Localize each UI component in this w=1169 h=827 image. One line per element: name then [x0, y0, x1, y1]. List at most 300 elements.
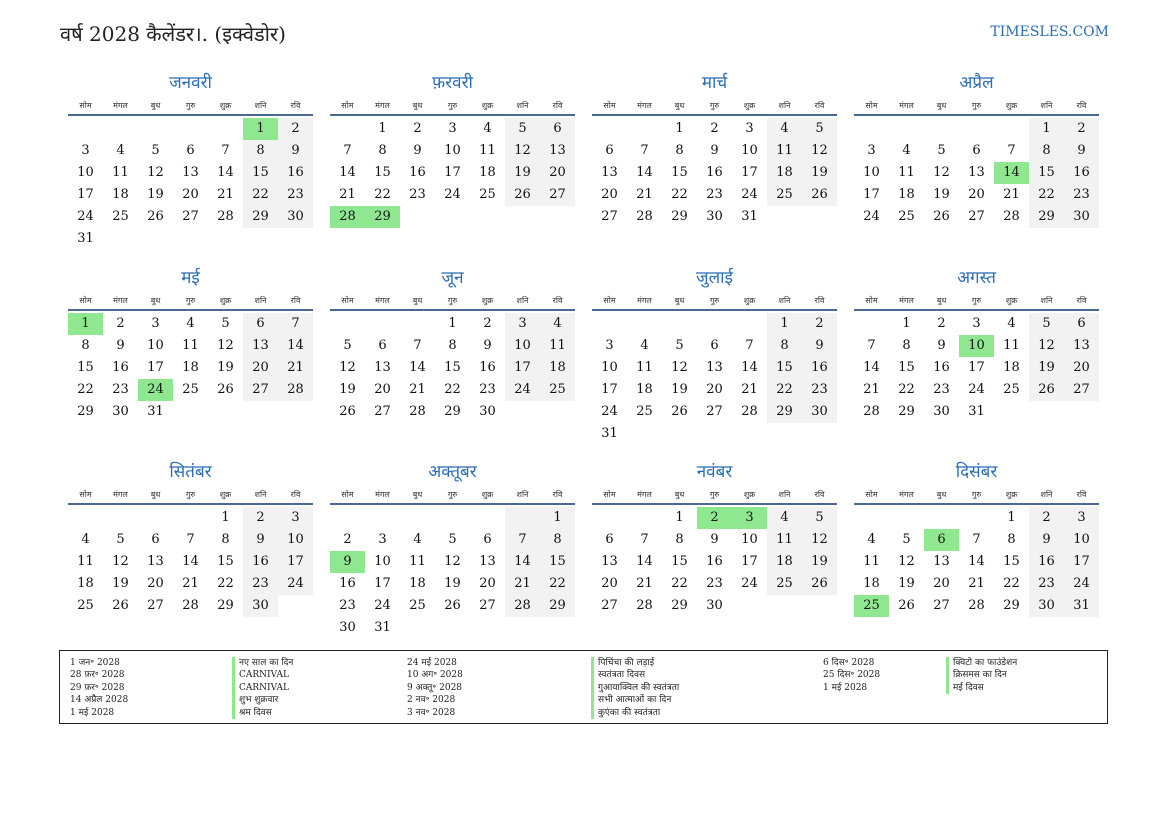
day-cell[interactable]: 2 — [278, 118, 313, 140]
day-cell[interactable]: 7 — [221, 143, 230, 158]
day-cell[interactable]: 25 — [409, 598, 426, 613]
day-cell[interactable]: 14 — [505, 551, 540, 573]
day-cell[interactable]: 17 — [863, 187, 880, 202]
day-cell[interactable]: 29 — [540, 595, 575, 617]
day-cell[interactable]: 20 — [601, 576, 618, 591]
day-cell[interactable]: 13 — [601, 165, 618, 180]
day-cell[interactable]: 6 — [1064, 313, 1099, 335]
day-cell[interactable]: 23 — [278, 184, 313, 206]
day-cell[interactable]: 18 — [767, 551, 802, 573]
day-cell[interactable]: 9 — [413, 143, 422, 158]
day-cell[interactable]: 9 — [802, 335, 837, 357]
day-cell[interactable]: 26 — [339, 404, 356, 419]
day-cell[interactable]: 23 — [409, 187, 426, 202]
day-cell[interactable]: 24 — [741, 576, 758, 591]
day-cell[interactable]: 17 — [741, 554, 758, 569]
day-cell[interactable]: 7 — [505, 529, 540, 551]
day-cell[interactable]: 13 — [1064, 335, 1099, 357]
day-cell[interactable]: 11 — [767, 140, 802, 162]
day-cell[interactable]: 24 — [601, 404, 618, 419]
day-cell[interactable]: 15 — [767, 357, 802, 379]
day-cell[interactable]: 31 — [968, 404, 985, 419]
holiday-day-cell[interactable]: 29 — [365, 206, 400, 228]
day-cell[interactable]: 11 — [112, 165, 129, 180]
day-cell[interactable]: 11 — [636, 360, 653, 375]
day-cell[interactable]: 28 — [863, 404, 880, 419]
day-cell[interactable]: 15 — [898, 360, 915, 375]
day-cell[interactable]: 14 — [278, 335, 313, 357]
day-cell[interactable]: 17 — [374, 576, 391, 591]
day-cell[interactable]: 26 — [933, 209, 950, 224]
day-cell[interactable]: 4 — [413, 532, 422, 547]
day-cell[interactable]: 8 — [1029, 140, 1064, 162]
day-cell[interactable]: 18 — [540, 357, 575, 379]
day-cell[interactable]: 21 — [741, 382, 758, 397]
day-cell[interactable]: 2 — [243, 507, 278, 529]
day-cell[interactable]: 24 — [77, 209, 94, 224]
day-cell[interactable]: 3 — [448, 121, 457, 136]
day-cell[interactable]: 21 — [636, 576, 653, 591]
day-cell[interactable]: 1 — [540, 507, 575, 529]
day-cell[interactable]: 25 — [77, 598, 94, 613]
day-cell[interactable]: 19 — [671, 382, 688, 397]
day-cell[interactable]: 5 — [151, 143, 160, 158]
day-cell[interactable]: 6 — [151, 532, 160, 547]
day-cell[interactable]: 5 — [1029, 313, 1064, 335]
day-cell[interactable]: 28 — [741, 404, 758, 419]
day-cell[interactable]: 19 — [147, 187, 164, 202]
day-cell[interactable]: 21 — [278, 357, 313, 379]
day-cell[interactable]: 7 — [972, 532, 981, 547]
day-cell[interactable]: 25 — [767, 573, 802, 595]
day-cell[interactable]: 24 — [444, 187, 461, 202]
day-cell[interactable]: 25 — [112, 209, 129, 224]
day-cell[interactable]: 1 — [675, 510, 684, 525]
day-cell[interactable]: 13 — [933, 554, 950, 569]
day-cell[interactable]: 21 — [182, 576, 199, 591]
day-cell[interactable]: 6 — [710, 338, 719, 353]
day-cell[interactable]: 9 — [1029, 529, 1064, 551]
day-cell[interactable]: 17 — [741, 165, 758, 180]
holiday-day-cell[interactable]: 3 — [732, 507, 767, 529]
day-cell[interactable]: 29 — [767, 401, 802, 423]
day-cell[interactable]: 12 — [1029, 335, 1064, 357]
day-cell[interactable]: 16 — [706, 165, 723, 180]
day-cell[interactable]: 22 — [77, 382, 94, 397]
day-cell[interactable]: 16 — [706, 554, 723, 569]
day-cell[interactable]: 22 — [243, 184, 278, 206]
day-cell[interactable]: 12 — [933, 165, 950, 180]
day-cell[interactable]: 22 — [540, 573, 575, 595]
day-cell[interactable]: 30 — [479, 404, 496, 419]
day-cell[interactable]: 27 — [968, 209, 985, 224]
day-cell[interactable]: 5 — [221, 316, 230, 331]
day-cell[interactable]: 13 — [147, 554, 164, 569]
day-cell[interactable]: 1 — [1007, 510, 1016, 525]
holiday-day-cell[interactable]: 9 — [330, 551, 365, 573]
day-cell[interactable]: 28 — [636, 598, 653, 613]
day-cell[interactable]: 16 — [479, 360, 496, 375]
day-cell[interactable]: 10 — [601, 360, 618, 375]
day-cell[interactable]: 17 — [505, 357, 540, 379]
day-cell[interactable]: 19 — [112, 576, 129, 591]
holiday-day-cell[interactable]: 14 — [994, 162, 1029, 184]
day-cell[interactable]: 30 — [278, 206, 313, 228]
day-cell[interactable]: 20 — [601, 187, 618, 202]
day-cell[interactable]: 28 — [278, 379, 313, 401]
day-cell[interactable]: 15 — [243, 162, 278, 184]
day-cell[interactable]: 24 — [1064, 573, 1099, 595]
day-cell[interactable]: 11 — [479, 143, 496, 158]
day-cell[interactable]: 31 — [147, 404, 164, 419]
day-cell[interactable]: 12 — [112, 554, 129, 569]
holiday-day-cell[interactable]: 1 — [68, 313, 103, 335]
day-cell[interactable]: 11 — [767, 529, 802, 551]
holiday-day-cell[interactable]: 24 — [138, 379, 173, 401]
day-cell[interactable]: 6 — [378, 338, 387, 353]
day-cell[interactable]: 22 — [671, 187, 688, 202]
day-cell[interactable]: 22 — [1029, 184, 1064, 206]
day-cell[interactable]: 5 — [448, 532, 457, 547]
site-link[interactable]: TIMESLES.COM — [990, 24, 1109, 40]
day-cell[interactable]: 14 — [217, 165, 234, 180]
day-cell[interactable]: 9 — [483, 338, 492, 353]
day-cell[interactable]: 5 — [802, 118, 837, 140]
day-cell[interactable]: 27 — [933, 598, 950, 613]
day-cell[interactable]: 30 — [802, 401, 837, 423]
day-cell[interactable]: 30 — [1029, 595, 1064, 617]
day-cell[interactable]: 7 — [413, 338, 422, 353]
day-cell[interactable]: 23 — [243, 573, 278, 595]
day-cell[interactable]: 17 — [444, 165, 461, 180]
day-cell[interactable]: 13 — [243, 335, 278, 357]
day-cell[interactable]: 3 — [81, 143, 90, 158]
holiday-day-cell[interactable]: 6 — [924, 529, 959, 551]
day-cell[interactable]: 26 — [112, 598, 129, 613]
day-cell[interactable]: 28 — [217, 209, 234, 224]
day-cell[interactable]: 6 — [540, 118, 575, 140]
day-cell[interactable]: 17 — [147, 360, 164, 375]
day-cell[interactable]: 10 — [444, 143, 461, 158]
day-cell[interactable]: 23 — [1029, 573, 1064, 595]
day-cell[interactable]: 25 — [182, 382, 199, 397]
day-cell[interactable]: 12 — [898, 554, 915, 569]
day-cell[interactable]: 19 — [339, 382, 356, 397]
day-cell[interactable]: 14 — [741, 360, 758, 375]
day-cell[interactable]: 5 — [802, 507, 837, 529]
day-cell[interactable]: 26 — [217, 382, 234, 397]
day-cell[interactable]: 18 — [767, 162, 802, 184]
day-cell[interactable]: 17 — [1064, 551, 1099, 573]
day-cell[interactable]: 10 — [505, 335, 540, 357]
day-cell[interactable]: 29 — [444, 404, 461, 419]
day-cell[interactable]: 12 — [671, 360, 688, 375]
day-cell[interactable]: 15 — [217, 554, 234, 569]
day-cell[interactable]: 13 — [479, 554, 496, 569]
day-cell[interactable]: 25 — [479, 187, 496, 202]
day-cell[interactable]: 9 — [937, 338, 946, 353]
day-cell[interactable]: 29 — [243, 206, 278, 228]
day-cell[interactable]: 10 — [741, 143, 758, 158]
day-cell[interactable]: 8 — [902, 338, 911, 353]
day-cell[interactable]: 6 — [186, 143, 195, 158]
day-cell[interactable]: 21 — [339, 187, 356, 202]
day-cell[interactable]: 13 — [374, 360, 391, 375]
day-cell[interactable]: 26 — [802, 573, 837, 595]
day-cell[interactable]: 25 — [1003, 382, 1020, 397]
day-cell[interactable]: 20 — [243, 357, 278, 379]
day-cell[interactable]: 4 — [902, 143, 911, 158]
day-cell[interactable]: 12 — [802, 140, 837, 162]
day-cell[interactable]: 19 — [802, 162, 837, 184]
day-cell[interactable]: 3 — [378, 532, 387, 547]
day-cell[interactable]: 22 — [767, 379, 802, 401]
day-cell[interactable]: 27 — [243, 379, 278, 401]
day-cell[interactable]: 8 — [1007, 532, 1016, 547]
day-cell[interactable]: 4 — [540, 313, 575, 335]
day-cell[interactable]: 14 — [636, 165, 653, 180]
day-cell[interactable]: 4 — [867, 532, 876, 547]
day-cell[interactable]: 12 — [147, 165, 164, 180]
day-cell[interactable]: 7 — [867, 338, 876, 353]
day-cell[interactable]: 24 — [863, 209, 880, 224]
day-cell[interactable]: 23 — [706, 187, 723, 202]
day-cell[interactable]: 22 — [444, 382, 461, 397]
day-cell[interactable]: 29 — [898, 404, 915, 419]
day-cell[interactable]: 16 — [1064, 162, 1099, 184]
day-cell[interactable]: 27 — [147, 598, 164, 613]
day-cell[interactable]: 23 — [112, 382, 129, 397]
day-cell[interactable]: 27 — [706, 404, 723, 419]
day-cell[interactable]: 26 — [505, 184, 540, 206]
day-cell[interactable]: 15 — [671, 554, 688, 569]
day-cell[interactable]: 21 — [409, 382, 426, 397]
day-cell[interactable]: 7 — [343, 143, 352, 158]
day-cell[interactable]: 7 — [745, 338, 754, 353]
day-cell[interactable]: 31 — [77, 231, 94, 246]
day-cell[interactable]: 20 — [968, 187, 985, 202]
day-cell[interactable]: 13 — [182, 165, 199, 180]
day-cell[interactable]: 1 — [902, 316, 911, 331]
day-cell[interactable]: 3 — [1064, 507, 1099, 529]
day-cell[interactable]: 27 — [540, 184, 575, 206]
day-cell[interactable]: 16 — [409, 165, 426, 180]
day-cell[interactable]: 9 — [710, 532, 719, 547]
day-cell[interactable]: 14 — [339, 165, 356, 180]
day-cell[interactable]: 4 — [483, 121, 492, 136]
day-cell[interactable]: 6 — [972, 143, 981, 158]
day-cell[interactable]: 6 — [605, 532, 614, 547]
day-cell[interactable]: 10 — [278, 529, 313, 551]
day-cell[interactable]: 15 — [540, 551, 575, 573]
day-cell[interactable]: 17 — [968, 360, 985, 375]
day-cell[interactable]: 8 — [81, 338, 90, 353]
day-cell[interactable]: 4 — [640, 338, 649, 353]
day-cell[interactable]: 28 — [1003, 209, 1020, 224]
day-cell[interactable]: 19 — [933, 187, 950, 202]
day-cell[interactable]: 3 — [745, 121, 754, 136]
day-cell[interactable]: 22 — [374, 187, 391, 202]
day-cell[interactable]: 11 — [182, 338, 199, 353]
day-cell[interactable]: 25 — [767, 184, 802, 206]
day-cell[interactable]: 14 — [182, 554, 199, 569]
day-cell[interactable]: 13 — [706, 360, 723, 375]
day-cell[interactable]: 5 — [675, 338, 684, 353]
day-cell[interactable]: 7 — [278, 313, 313, 335]
day-cell[interactable]: 14 — [863, 360, 880, 375]
day-cell[interactable]: 16 — [933, 360, 950, 375]
day-cell[interactable]: 8 — [221, 532, 230, 547]
day-cell[interactable]: 28 — [636, 209, 653, 224]
day-cell[interactable]: 27 — [479, 598, 496, 613]
day-cell[interactable]: 30 — [1064, 206, 1099, 228]
day-cell[interactable]: 20 — [182, 187, 199, 202]
day-cell[interactable]: 17 — [77, 187, 94, 202]
day-cell[interactable]: 4 — [1007, 316, 1016, 331]
day-cell[interactable]: 2 — [1064, 118, 1099, 140]
day-cell[interactable]: 31 — [1064, 595, 1099, 617]
day-cell[interactable]: 25 — [898, 209, 915, 224]
day-cell[interactable]: 12 — [217, 338, 234, 353]
day-cell[interactable]: 9 — [278, 140, 313, 162]
day-cell[interactable]: 23 — [933, 382, 950, 397]
day-cell[interactable]: 1 — [767, 313, 802, 335]
day-cell[interactable]: 8 — [378, 143, 387, 158]
day-cell[interactable]: 23 — [479, 382, 496, 397]
day-cell[interactable]: 20 — [479, 576, 496, 591]
day-cell[interactable]: 16 — [339, 576, 356, 591]
day-cell[interactable]: 22 — [217, 576, 234, 591]
day-cell[interactable]: 2 — [802, 313, 837, 335]
holiday-day-cell[interactable]: 2 — [697, 507, 732, 529]
day-cell[interactable]: 18 — [898, 187, 915, 202]
day-cell[interactable]: 23 — [339, 598, 356, 613]
day-cell[interactable]: 4 — [116, 143, 125, 158]
day-cell[interactable]: 26 — [147, 209, 164, 224]
day-cell[interactable]: 12 — [444, 554, 461, 569]
day-cell[interactable]: 7 — [1007, 143, 1016, 158]
day-cell[interactable]: 15 — [1003, 554, 1020, 569]
day-cell[interactable]: 29 — [217, 598, 234, 613]
day-cell[interactable]: 4 — [767, 118, 802, 140]
day-cell[interactable]: 5 — [343, 338, 352, 353]
day-cell[interactable]: 5 — [116, 532, 125, 547]
day-cell[interactable]: 19 — [217, 360, 234, 375]
day-cell[interactable]: 2 — [483, 316, 492, 331]
day-cell[interactable]: 20 — [540, 162, 575, 184]
day-cell[interactable]: 10 — [741, 532, 758, 547]
day-cell[interactable]: 24 — [968, 382, 985, 397]
day-cell[interactable]: 28 — [409, 404, 426, 419]
day-cell[interactable]: 24 — [278, 573, 313, 595]
day-cell[interactable]: 29 — [671, 209, 688, 224]
day-cell[interactable]: 30 — [112, 404, 129, 419]
day-cell[interactable]: 5 — [937, 143, 946, 158]
day-cell[interactable]: 30 — [339, 620, 356, 635]
day-cell[interactable]: 13 — [968, 165, 985, 180]
holiday-day-cell[interactable]: 1 — [243, 118, 278, 140]
day-cell[interactable]: 1 — [675, 121, 684, 136]
day-cell[interactable]: 23 — [802, 379, 837, 401]
day-cell[interactable]: 16 — [1029, 551, 1064, 573]
day-cell[interactable]: 14 — [636, 554, 653, 569]
day-cell[interactable]: 6 — [605, 143, 614, 158]
day-cell[interactable]: 7 — [186, 532, 195, 547]
day-cell[interactable]: 27 — [601, 209, 618, 224]
day-cell[interactable]: 15 — [444, 360, 461, 375]
day-cell[interactable]: 6 — [243, 313, 278, 335]
day-cell[interactable]: 3 — [278, 507, 313, 529]
day-cell[interactable]: 30 — [706, 209, 723, 224]
day-cell[interactable]: 21 — [217, 187, 234, 202]
day-cell[interactable]: 11 — [898, 165, 915, 180]
day-cell[interactable]: 9 — [710, 143, 719, 158]
day-cell[interactable]: 11 — [409, 554, 426, 569]
holiday-day-cell[interactable]: 28 — [330, 206, 365, 228]
day-cell[interactable]: 1 — [221, 510, 230, 525]
day-cell[interactable]: 31 — [601, 426, 618, 441]
day-cell[interactable]: 25 — [540, 379, 575, 401]
day-cell[interactable]: 30 — [243, 595, 278, 617]
day-cell[interactable]: 20 — [147, 576, 164, 591]
day-cell[interactable]: 8 — [675, 532, 684, 547]
day-cell[interactable]: 2 — [710, 121, 719, 136]
day-cell[interactable]: 19 — [898, 576, 915, 591]
day-cell[interactable]: 11 — [1003, 338, 1020, 353]
day-cell[interactable]: 12 — [505, 140, 540, 162]
day-cell[interactable]: 21 — [505, 573, 540, 595]
day-cell[interactable]: 24 — [505, 379, 540, 401]
day-cell[interactable]: 1 — [448, 316, 457, 331]
day-cell[interactable]: 4 — [81, 532, 90, 547]
day-cell[interactable]: 10 — [863, 165, 880, 180]
day-cell[interactable]: 7 — [640, 532, 649, 547]
day-cell[interactable]: 16 — [802, 357, 837, 379]
day-cell[interactable]: 12 — [339, 360, 356, 375]
day-cell[interactable]: 17 — [278, 551, 313, 573]
day-cell[interactable]: 10 — [77, 165, 94, 180]
day-cell[interactable]: 27 — [182, 209, 199, 224]
day-cell[interactable]: 19 — [1029, 357, 1064, 379]
day-cell[interactable]: 2 — [343, 532, 352, 547]
day-cell[interactable]: 7 — [640, 143, 649, 158]
day-cell[interactable]: 4 — [767, 507, 802, 529]
day-cell[interactable]: 9 — [116, 338, 125, 353]
day-cell[interactable]: 2 — [116, 316, 125, 331]
day-cell[interactable]: 18 — [636, 382, 653, 397]
holiday-day-cell[interactable]: 10 — [959, 335, 994, 357]
day-cell[interactable]: 14 — [409, 360, 426, 375]
day-cell[interactable]: 22 — [671, 576, 688, 591]
day-cell[interactable]: 8 — [540, 529, 575, 551]
day-cell[interactable]: 5 — [505, 118, 540, 140]
day-cell[interactable]: 19 — [802, 551, 837, 573]
day-cell[interactable]: 3 — [867, 143, 876, 158]
day-cell[interactable]: 22 — [1003, 576, 1020, 591]
day-cell[interactable]: 19 — [505, 162, 540, 184]
day-cell[interactable]: 11 — [77, 554, 94, 569]
day-cell[interactable]: 24 — [741, 187, 758, 202]
day-cell[interactable]: 30 — [933, 404, 950, 419]
day-cell[interactable]: 28 — [968, 598, 985, 613]
day-cell[interactable]: 10 — [374, 554, 391, 569]
day-cell[interactable]: 15 — [1029, 162, 1064, 184]
day-cell[interactable]: 26 — [1029, 379, 1064, 401]
day-cell[interactable]: 18 — [409, 576, 426, 591]
day-cell[interactable]: 2 — [937, 316, 946, 331]
day-cell[interactable]: 2 — [413, 121, 422, 136]
day-cell[interactable]: 20 — [706, 382, 723, 397]
